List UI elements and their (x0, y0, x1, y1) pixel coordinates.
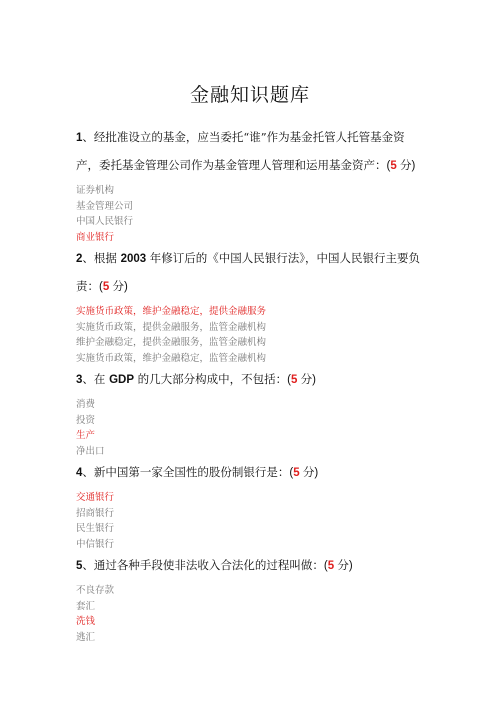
option-b[interactable]: 基金管理公司 (76, 200, 134, 212)
option-c[interactable]: 洗钱 (76, 616, 96, 627)
question-3 (76, 366, 426, 459)
option-c[interactable]: 生产 (76, 430, 96, 441)
question-1 (76, 124, 426, 245)
option-d[interactable]: 净出口 (76, 445, 105, 457)
question-number: 3 (76, 374, 83, 386)
score-badge: (5 分) (289, 467, 319, 479)
option-list (76, 490, 426, 552)
option-a[interactable]: 消费 (76, 399, 96, 410)
question-text (76, 366, 426, 394)
question-2 (76, 245, 426, 366)
option-a[interactable]: 证券机构 (76, 185, 115, 196)
option-list (76, 304, 426, 366)
question-body: 、经批准设立的基金，应当委托“谁”作为基金托管人托管基金资产，委托基金管理公司作为基金管理人管理和运用基金资产： (76, 130, 405, 172)
option-b[interactable]: 招商银行 (76, 507, 115, 519)
option-c[interactable]: 维护金融稳定，提供金融服务，监管金融机构 (76, 337, 267, 348)
question-body: 、新中国第一家全国性的股份制银行是： (82, 465, 290, 479)
option-a[interactable]: 交通银行 (76, 492, 115, 503)
option-d[interactable]: 中信银行 (76, 538, 115, 550)
option-list (76, 397, 426, 459)
option-b[interactable]: 实施货币政策，提供金融服务，监管金融机构 (76, 321, 267, 333)
question-body-prefix: 、根据 (82, 251, 121, 265)
question-abbr: GDP (109, 374, 134, 386)
question-text (76, 459, 426, 487)
question-body: 的几大部分构成中，不包括： (133, 372, 288, 386)
option-a[interactable]: 实施货币政策，维护金融稳定，提供金融服务 (76, 306, 267, 317)
option-c[interactable]: 中国人民银行 (76, 216, 134, 227)
option-list (76, 583, 426, 645)
option-c[interactable]: 民生银行 (76, 523, 115, 534)
question-5 (76, 552, 426, 645)
option-b[interactable]: 投资 (76, 414, 96, 426)
option-a[interactable]: 不良存款 (76, 585, 115, 596)
question-number: 1 (76, 132, 83, 144)
score-badge: (5 分) (287, 374, 316, 386)
question-text (76, 245, 426, 301)
question-number: 2 (76, 253, 83, 265)
score-badge: (5 分) (323, 560, 353, 572)
question-body: 、通过各种手段使非法收入合法化的过程叫做： (82, 558, 324, 572)
question-body: 年修订后的《中国人民银行法》，中国人民银行主要负责： (76, 251, 421, 293)
question-body-prefix: 、在 (82, 372, 110, 386)
question-text (76, 124, 426, 180)
page-title: 金融知识题库 (189, 84, 310, 106)
option-b[interactable]: 套汇 (76, 600, 96, 612)
option-d[interactable]: 实施货币政策，维护金融稳定，监管金融机构 (76, 352, 267, 364)
score-badge: (5 分) (386, 160, 416, 172)
option-d[interactable]: 商业银行 (76, 231, 115, 243)
question-list (76, 124, 426, 645)
question-text (76, 552, 426, 580)
question-number: 5 (76, 560, 83, 572)
question-number: 4 (76, 467, 83, 479)
question-year: 2003 (120, 253, 147, 265)
score-badge: (5 分) (99, 281, 128, 293)
question-4 (76, 459, 426, 552)
option-list (76, 183, 426, 245)
option-d[interactable]: 逃汇 (76, 631, 96, 643)
